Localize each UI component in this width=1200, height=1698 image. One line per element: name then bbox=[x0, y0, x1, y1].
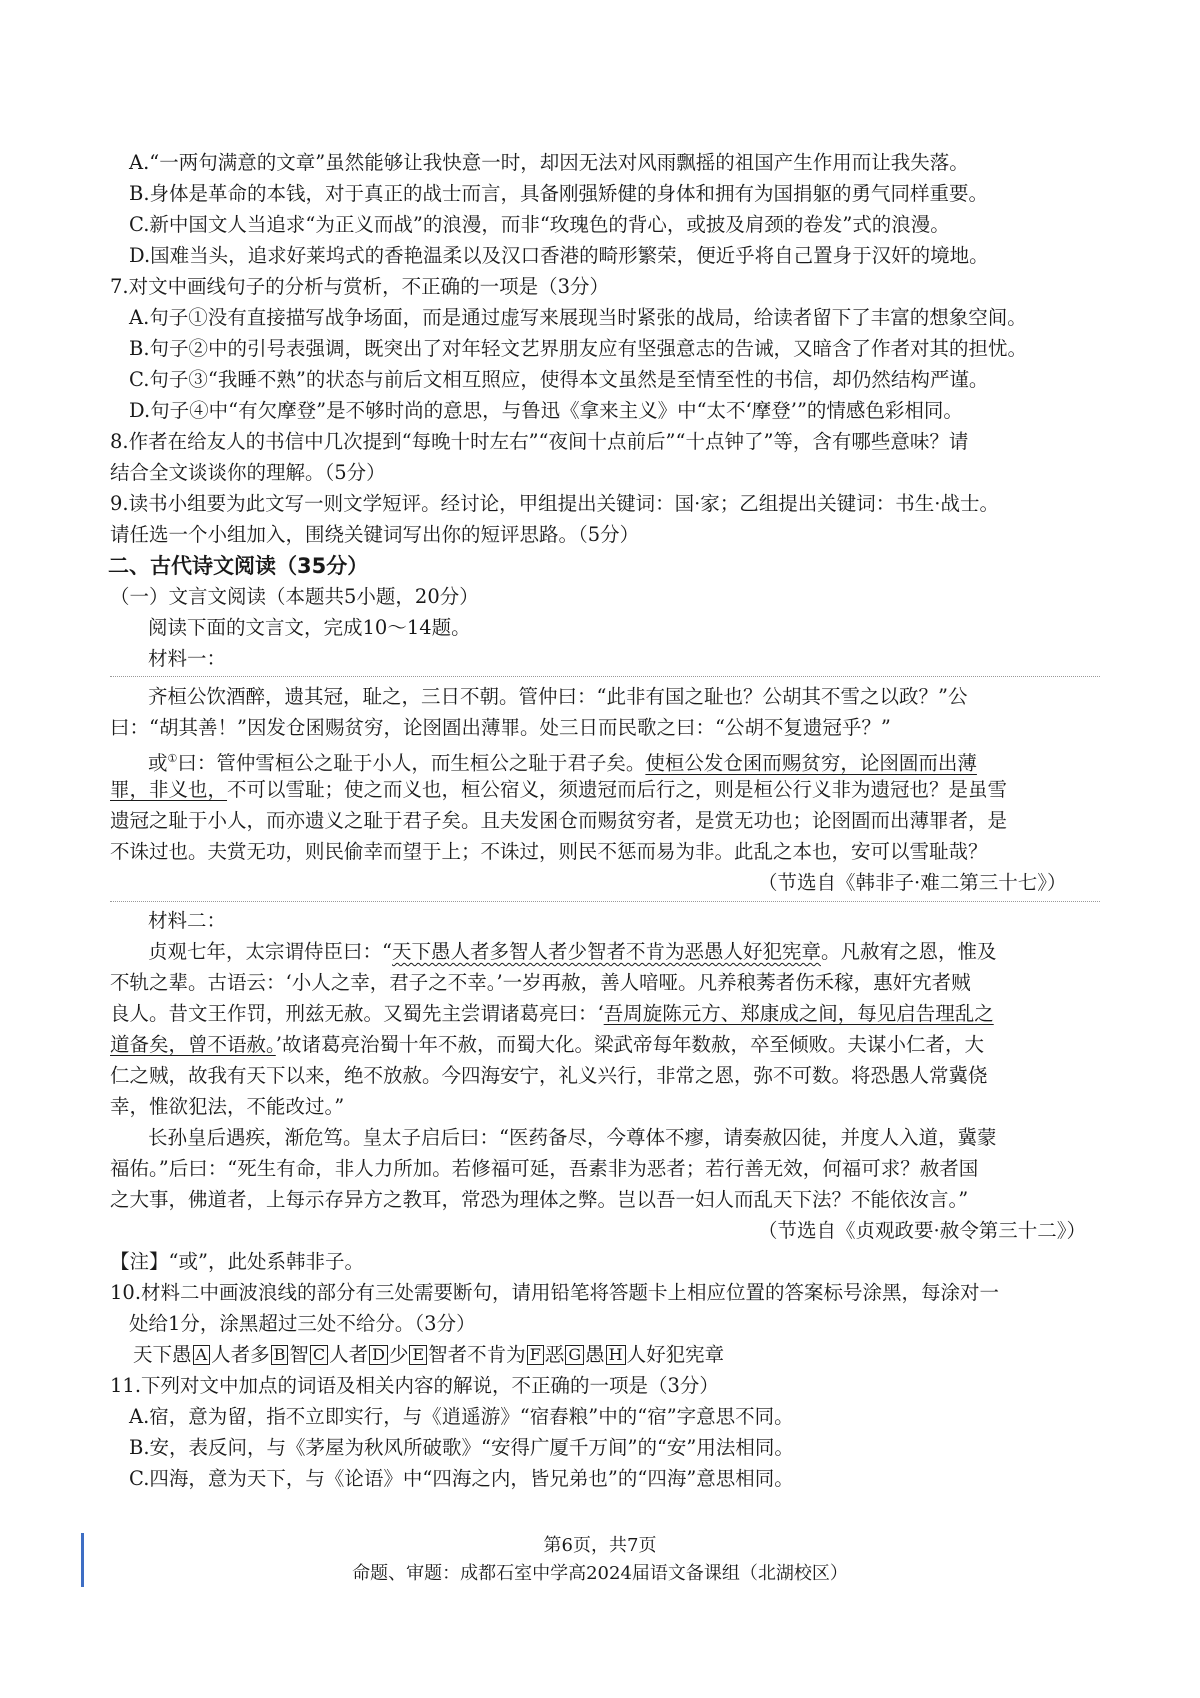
divider bbox=[110, 901, 1100, 902]
q6-option-a: A.“一两句满意的文章”虽然能够让我快意一时，却因无法对风雨飘摇的祖国产生作用而让我失落。 bbox=[129, 151, 969, 174]
q6-option-c: C.新中国文人当追求“为正义而战”的浪漫，而非“玫瑰色的背心，或披及肩颈的卷发”式的浪漫。 bbox=[129, 213, 950, 236]
q10-line-1: 10.材料二中画波浪线的部分有三处需要断句，请用铅笔将答题卡上相应位置的答案标号涂黑，每涂对一 bbox=[110, 1281, 1000, 1304]
answer-box-h[interactable]: H bbox=[606, 1345, 626, 1365]
material-2-line: 之大事，佛道者，上每示存异方之教耳，常恐为理体之弊。岂以吾一妇人而乱天下法？不能依汝言。” bbox=[110, 1188, 969, 1211]
q11-stem: 11.下列对文中加点的词语及相关内容的解说，不正确的一项是（3分） bbox=[110, 1374, 719, 1397]
q7-option-c: C.句子③“我睡不熟”的状态与前后文相互照应，使得本文虽然是至情至性的书信，却仍然结构严谨。 bbox=[129, 368, 989, 391]
divider bbox=[110, 676, 1100, 677]
footnote: 【注】“或”，此处系韩非子。 bbox=[110, 1250, 364, 1273]
answer-box-c[interactable]: C bbox=[310, 1345, 328, 1365]
q10-segmentation-line: 天下愚 A 人者多 B 智 C 人者 D 少 E 智者不肯为 F 恶 G 愚 H 人好犯宪章 bbox=[133, 1343, 725, 1366]
material-1-line: 或①曰：管仲雪桓公之耻于小人，而生桓公之耻于君子矣。使桓公发仓囷而赐贫穷，论囹圄而出薄 bbox=[148, 751, 977, 775]
answer-box-d[interactable]: D bbox=[369, 1345, 388, 1365]
material-2-label: 材料二： bbox=[148, 909, 227, 932]
material-1-source: （节选自《韩非子·难二第三十七》） bbox=[758, 871, 1067, 894]
material-1-line: 齐桓公饮酒醉，遗其冠，耻之，三日不朝。管仲曰：“此非有国之耻也？公胡其不雪之以政？”公 bbox=[148, 685, 968, 708]
answer-box-a[interactable]: A bbox=[193, 1345, 211, 1365]
wavy-underlined-sentence: 天下愚人者多智人者少智者不肯为恶愚人好犯宪章 bbox=[391, 940, 821, 963]
q11-option-a: A.宿，意为留，指不立即实行，与《逍遥游》“宿舂粮”中的“宿”字意思不同。 bbox=[129, 1405, 794, 1428]
footnote-marker: ① bbox=[167, 752, 178, 765]
page-number: 第6页，共7页 bbox=[543, 1535, 657, 1556]
answer-box-b[interactable]: B bbox=[271, 1345, 289, 1365]
q11-option-c: C.四海，意为天下，与《论语》中“四海之内，皆兄弟也”的“四海”意思相同。 bbox=[129, 1467, 794, 1490]
footer-credit: 命题、审题：成都石室中学高2024届语文备课组（北湖校区） bbox=[352, 1563, 848, 1584]
material-2-line: 幸，惟欲犯法，不能改过。” bbox=[110, 1095, 345, 1118]
q11-option-b: B.安，表反问，与《茅屋为秋风所破歌》“安得广厦千万间”的“安”用法相同。 bbox=[129, 1436, 794, 1459]
underlined-sentence: 吾周旋陈元方、郑康成之间，每见启告理乱之 bbox=[603, 1002, 994, 1025]
material-2-source: （节选自《贞观政要·赦令第三十二》） bbox=[758, 1219, 1086, 1242]
q9-line-2: 请任选一个小组加入，围绕关键词写出你的短评思路。（5分） bbox=[110, 523, 640, 546]
underlined-sentence: 使桓公发仓囷而赐贫穷，论囹圄而出薄 bbox=[645, 751, 977, 775]
q8-line-1: 8.作者在给友人的书信中几次提到“每晚十时左右”“夜间十点前后”“十点钟了”等，含有哪些意味？请 bbox=[110, 430, 969, 453]
section-title: 二、古代诗文阅读（35分） bbox=[108, 554, 369, 578]
material-2-line: 贞观七年，太宗谓侍臣曰：“天下愚人者多智人者少智者不肯为恶愚人好犯宪章。凡赦宥之恩，惟及 bbox=[148, 940, 997, 963]
material-2-line: 仁之贼，故我有天下以来，绝不放赦。今四海安宁，礼义兴行，非常之恩，弥不可数。将恐愚人常冀侥 bbox=[110, 1064, 988, 1087]
material-2-line: 不轨之辈。古语云：‘小人之幸，君子之不幸。’一岁再赦，善人喑哑。凡养稂莠者伤禾稼，惠奸宄者贼 bbox=[110, 971, 971, 994]
material-1-line: 不诛过也。夫赏无功，则民偷幸而望于上；不诛过，则民不惩而易为非。此乱之本也，安可以雪耻哉？ bbox=[110, 840, 988, 863]
q8-line-2: 结合全文谈谈你的理解。（5分） bbox=[110, 461, 386, 484]
subsection-title: （一）文言文阅读（本题共5小题，20分） bbox=[110, 585, 479, 608]
q6-option-d: D.国难当头，追求好莱坞式的香艳温柔以及汉口香港的畸形繁荣，便近乎将自己置身于汉奸的境地。 bbox=[129, 244, 989, 267]
material-1-line: 遗冠之耻于小人，而亦遗义之耻于君子矣。且夫发囷仓而赐贫穷者，是赏无功也；论囹圄而出薄罪者，是 bbox=[110, 809, 1008, 832]
reading-instruction: 阅读下面的文言文，完成10～14题。 bbox=[148, 616, 471, 639]
q7-option-a: A.句子①没有直接描写战争场面，而是通过虚写来展现当时紧张的战局，给读者留下了丰富的想象空间。 bbox=[129, 306, 1027, 329]
q9-line-1: 9.读书小组要为此文写一则文学短评。经讨论，甲组提出关键词：国·家；乙组提出关键词：书生·战士。 bbox=[110, 492, 1000, 515]
answer-box-f[interactable]: F bbox=[527, 1345, 544, 1365]
q10-line-2: 处给1分，涂黑超过三处不给分。（3分） bbox=[129, 1312, 476, 1335]
underlined-sentence: 罪，非义也， bbox=[110, 778, 228, 801]
underlined-sentence: 道备矣，曾不语赦。 bbox=[110, 1033, 276, 1056]
material-2-line: 道备矣，曾不语赦。’故诸葛亮治蜀十年不赦，而蜀大化。梁武帝每年数赦，卒至倾败。夫谋小仁者，大 bbox=[110, 1033, 984, 1056]
material-2-line: 长孙皇后遇疾，渐危笃。皇太子启后曰：“医药备尽，今尊体不瘳，请奏赦囚徒，并度人入道，冀蒙 bbox=[148, 1126, 997, 1149]
q7-stem: 7.对文中画线句子的分析与赏析，不正确的一项是（3分） bbox=[110, 275, 610, 298]
q7-option-b: B.句子②中的引号表强调，既突出了对年轻文艺界朋友应有坚强意志的告诫，又暗含了作者对其的担忧。 bbox=[129, 337, 1028, 360]
answer-box-g[interactable]: G bbox=[565, 1345, 584, 1365]
q7-option-d: D.句子④中“有欠摩登”是不够时尚的意思，与鲁迅《拿来主义》中“太不‘摩登’”的情感色彩相同。 bbox=[129, 399, 963, 422]
answer-box-e[interactable]: E bbox=[409, 1345, 427, 1365]
material-2-line: 良人。昔文王作罚，刑兹无赦。又蜀先主尝谓诸葛亮曰：‘吾周旋陈元方、郑康成之间，每见启告理乱之 bbox=[110, 1002, 994, 1025]
material-1-line: 曰：“胡其善！”因发仓囷赐贫穷，论囹圄出薄罪。处三日而民歌之曰：“公胡不复遗冠乎？” bbox=[110, 716, 891, 739]
material-1-line: 罪，非义也，不可以雪耻；使之而义也，桓公宿义，须遗冠而后行之，则是桓公行义非为遗冠也？是虽雪 bbox=[110, 778, 1008, 801]
material-1-label: 材料一： bbox=[148, 647, 227, 670]
material-2-line: 福佑。”后曰：“死生有命，非人力所加。若修福可延，吾素非为恶者；若行善无效，何福可求？赦者国 bbox=[110, 1157, 979, 1180]
q6-option-b: B.身体是革命的本钱，对于真正的战士而言，具备刚强矫健的身体和拥有为国捐躯的勇气同样重要。 bbox=[129, 182, 989, 205]
